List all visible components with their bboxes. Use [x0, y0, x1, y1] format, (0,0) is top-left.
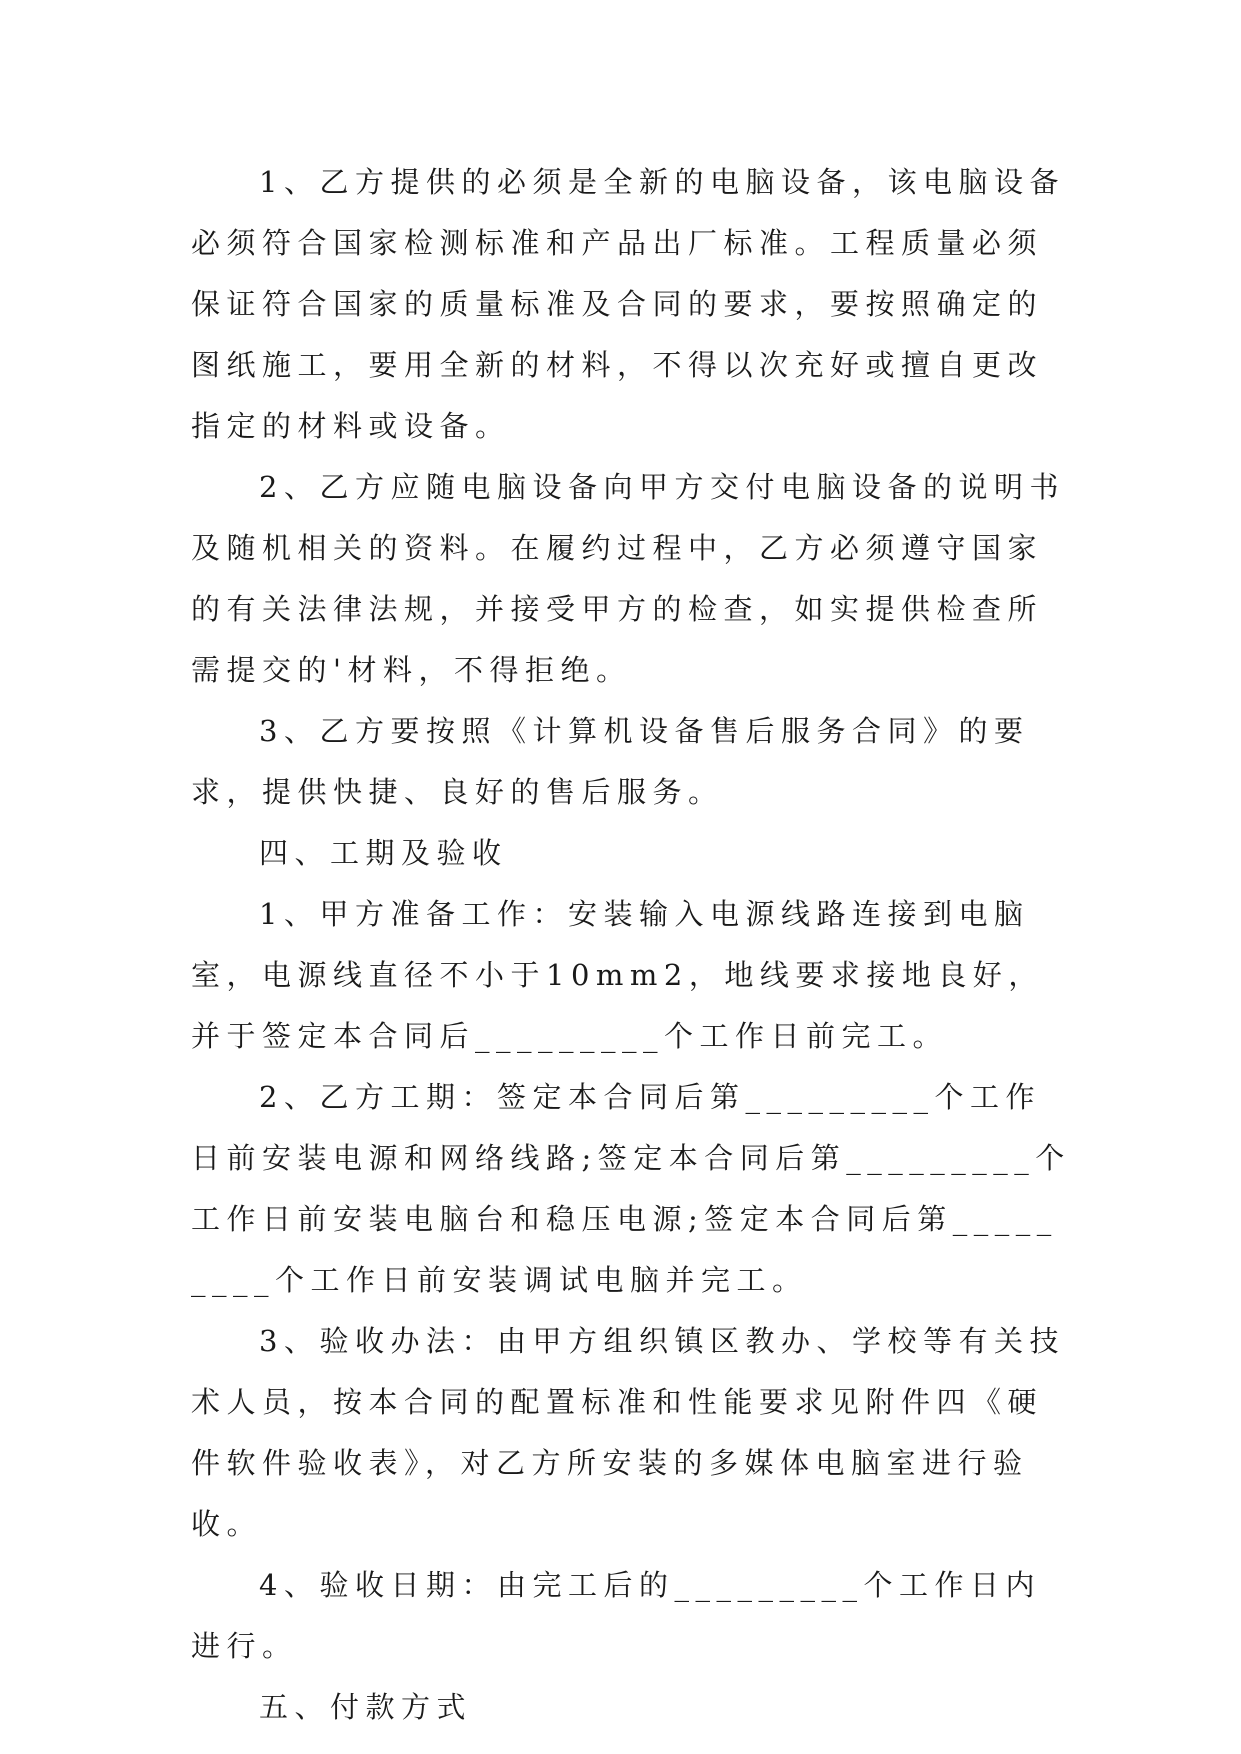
- clause-paragraph-manual-delivery: 2、乙方应随电脑设备向甲方交付电脑设备的说明书及随机相关的资料。在履约过程中，乙方必须遵守国家的有关法律法规，并接受甲方的检查，如实提供检查所需提交的'材料，不得拒绝。: [191, 470, 1065, 687]
- clause-paragraph-party-b-schedule: 2、乙方工期：签定本合同后第_________个工作日前安装电源和网络线路;签定本合同后第_________个工作日前安装电脑台和稳压电源;签定本合同后第_________个工作日前安装调试电脑并完工。: [191, 1080, 1071, 1297]
- clause-paragraph-acceptance-method: 3、验收办法：由甲方组织镇区教办、学校等有关技术人员，按本合同的配置标准和性能要求见附件四《硬件软件验收表》，对乙方所安装的多媒体电脑室进行验收。: [191, 1324, 1065, 1541]
- clause-paragraph-after-sales: 3、乙方要按照《计算机设备售后服务合同》的要求，提供快捷、良好的售后服务。: [191, 714, 1030, 809]
- section-heading-schedule-acceptance: 四、工期及验收: [259, 836, 508, 870]
- clause-paragraph-equipment-quality: 1、乙方提供的必须是全新的电脑设备，该电脑设备必须符合国家检测标准和产品出厂标准。工程质量必须保证符合国家的质量标准及合同的要求，要按照确定的图纸施工，要用全新的材料，不得以次充好或擅自更改指定的材料或设备。: [191, 165, 1065, 443]
- document-body: [191, 152, 1071, 1738]
- section-heading-payment-method: 五、付款方式: [259, 1690, 473, 1724]
- clause-paragraph-acceptance-date: 4、验收日期：由完工后的_________个工作日内进行。: [191, 1568, 1041, 1663]
- clause-paragraph-party-a-preparation: 1、甲方准备工作：安装输入电源线路连接到电脑室，电源线直径不小于10mm2，地线要求接地良好，并于签定本合同后_________个工作日前完工。: [191, 897, 1044, 1053]
